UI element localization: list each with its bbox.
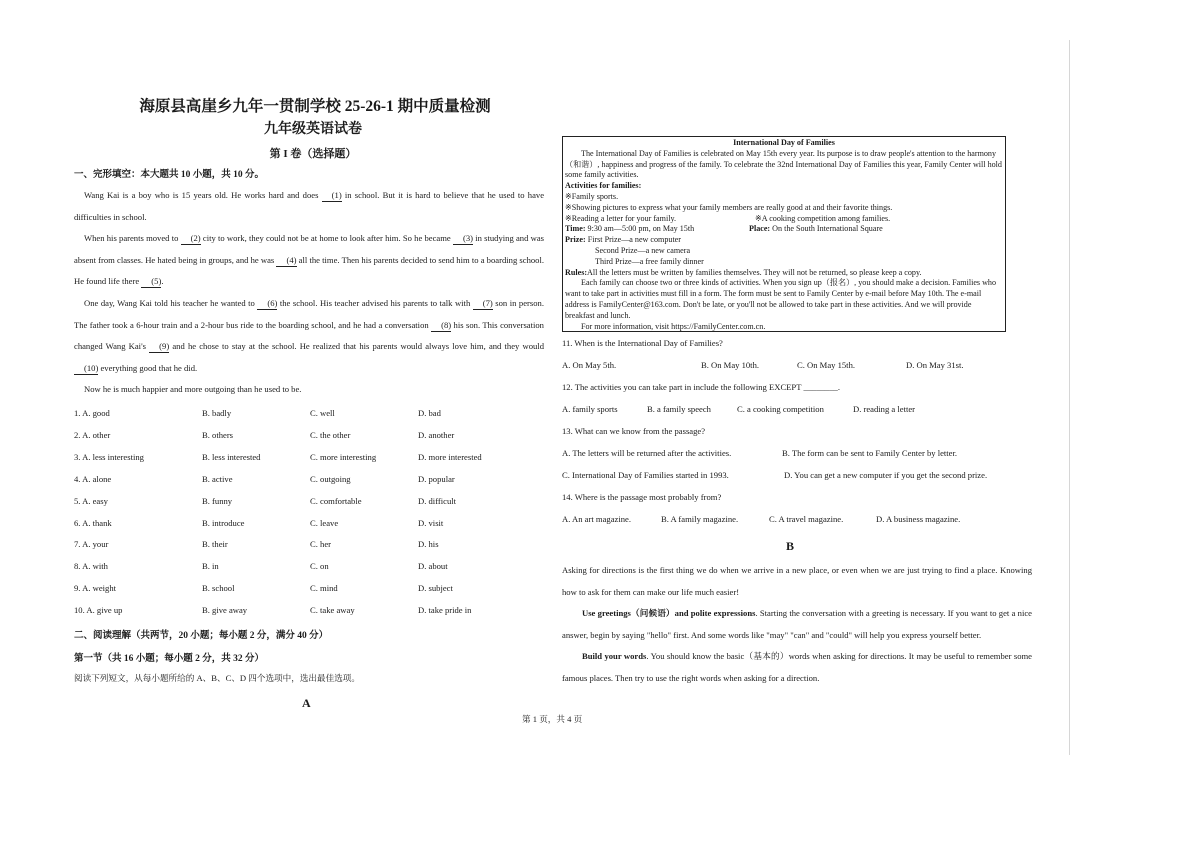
cloze-blank: (1): [322, 189, 342, 202]
cloze-blank: (9): [149, 340, 169, 353]
question-option[interactable]: A. family sports: [562, 404, 618, 414]
activities-heading: Activities for families:: [565, 181, 642, 191]
cloze-option[interactable]: B. funny: [202, 495, 233, 506]
question-option[interactable]: A. On May 5th.: [562, 360, 617, 370]
cloze-option[interactable]: 6. A. thank: [74, 517, 112, 528]
activity-item: ※Family sports.: [565, 191, 619, 201]
cloze-option[interactable]: D. about: [418, 561, 448, 572]
prize-third: Third Prize—a free family dinner: [595, 256, 704, 266]
reading-heading: 二、阅读理解（共两节，20 小题；每小题 2 分，满分 40 分）: [74, 631, 329, 641]
passage-b-bold-2: Build your words: [582, 651, 647, 662]
prize-label: Prize:: [565, 235, 586, 245]
notice-intro: The International Day of Families is celebrated on May 15th every year. Its purpose is to draw people's attention to the harmony（和谐）, happiness and progress of the family. To celebrate the 32nd International Day of Families this year, Family Center will hold some family activities.: [565, 148, 1002, 180]
cloze-option[interactable]: C. the other: [310, 429, 351, 440]
cloze-option[interactable]: D. bad: [418, 408, 441, 418]
cloze-blank: (5): [141, 275, 161, 288]
question-option[interactable]: B. On May 10th.: [701, 360, 760, 370]
cloze-option-row: [74, 408, 546, 422]
cloze-option[interactable]: B. introduce: [202, 517, 245, 528]
passage-b-bold-1: Use greetings（问候语）and polite expressions: [582, 608, 756, 619]
passage-b-text-2: . Starting the conversation with a greeting is necessary. If you want to get a nice answer, begin by saying "hello" first. And some words like "may" "can" and "could" will help you express yourself better.: [562, 608, 1032, 640]
cloze-option[interactable]: C. on: [310, 561, 329, 572]
cloze-option-row: [74, 605, 546, 619]
section1-heading: 第一节（共 16 小题；每小题 2 分，共 32 分）: [74, 654, 265, 664]
question-stem: 12. The activities you can take part in include the following EXCEPT ________.: [562, 382, 840, 392]
passage-b-text-3: . You should know the basic（基本的）words when asking for directions. It may be useful to remember some famous places. Then try to use the right words when asking for a direction.: [562, 651, 1033, 683]
cloze-option[interactable]: D. popular: [418, 473, 455, 484]
cloze-text-segment: Now he is much happier and more outgoing than he used to be.: [84, 384, 302, 395]
cloze-text-segment: in studying and was absent from classes. He hated being in groups, and he was: [74, 233, 545, 265]
cloze-paragraph: [74, 185, 544, 228]
cloze-option-row: [74, 561, 546, 575]
cloze-paragraph: [74, 293, 544, 379]
activity-item: ※A cooking competition among families.: [755, 213, 891, 223]
passage-b-label: B: [786, 539, 795, 553]
cloze-option[interactable]: C. leave: [310, 517, 339, 528]
cloze-option[interactable]: 7. A. your: [74, 539, 109, 550]
cloze-option[interactable]: D. subject: [418, 583, 453, 594]
cloze-paragraph: [74, 379, 544, 401]
cloze-option[interactable]: 5. A. easy: [74, 495, 108, 506]
cloze-option[interactable]: D. more interested: [418, 451, 482, 462]
cloze-text-segment: everything good that he did.: [98, 362, 198, 373]
cloze-option[interactable]: 1. A. good: [74, 408, 110, 418]
question-stem: 14. Where is the passage most probably from?: [562, 492, 722, 502]
cloze-option-row: [74, 539, 546, 553]
question-option[interactable]: C. a cooking competition: [737, 404, 824, 414]
cloze-option[interactable]: B. school: [202, 583, 235, 594]
cloze-option[interactable]: C. comfortable: [310, 495, 362, 506]
cloze-option[interactable]: D. difficult: [418, 495, 457, 506]
question-stem: 13. What can we know from the passage?: [562, 426, 706, 436]
cloze-text-segment: .: [161, 276, 164, 287]
cloze-text-segment: his son. This conversation changed Wang Kai's: [74, 319, 544, 352]
time-label: Time:: [565, 224, 586, 234]
page-edge-line: [1069, 40, 1070, 755]
cloze-text-segment: One day, Wang Kai told his teacher he wanted to: [84, 297, 258, 308]
question-option[interactable]: C. International Day of Families started in 1993.: [562, 470, 729, 480]
cloze-option[interactable]: 2. A. other: [74, 429, 111, 440]
cloze-text-segment: son in person. The father took a 6-hour train and a 2-hour bus ride to the boarding school, and he had a conversation: [74, 297, 544, 330]
cloze-option-row: [74, 496, 546, 510]
cloze-option[interactable]: 3. A. less interesting: [74, 451, 144, 462]
rules-text-2: Each family can choose two or three kinds of activities. When you sign up（报名）, you should make a decision. Families who want to take part in activities must fill in a form. The form must be sent to Family Center by e-mail before May 10th. The e-mail address is FamilyCenter@163.com. Don't be late, or you'll not be allowed to take part in these activities. And we will provide breakfast and lunch.: [565, 278, 997, 320]
cloze-blank: (3): [453, 232, 473, 245]
cloze-blank: (6): [257, 297, 277, 310]
passage-b-paragraph-1: Asking for directions is the first thing we do when we arrive in a new place, or even when we are just trying to find a place. Knowing how to ask for them can make our life much easier!: [562, 565, 1032, 597]
cloze-option[interactable]: C. take away: [310, 605, 355, 616]
cloze-option[interactable]: C. well: [310, 408, 335, 418]
cloze-option[interactable]: B. give away: [202, 605, 248, 616]
cloze-option-row: [74, 474, 546, 488]
rules-label: Rules:: [565, 267, 588, 277]
question-option[interactable]: D. A business magazine.: [876, 514, 961, 524]
cloze-text-segment: When his parents moved to: [84, 233, 181, 244]
more-info: For more information, visit https://FamilyCenter.com.cn.: [581, 321, 766, 331]
question-option[interactable]: A. The letters will be returned after the activities.: [562, 448, 732, 458]
prize-second: Second Prize—a new camera: [595, 245, 691, 255]
time-value: 9:30 am—5:00 pm, on May 15th: [585, 224, 695, 234]
cloze-option[interactable]: 10. A. give up: [74, 605, 123, 616]
cloze-option[interactable]: D. take pride in: [418, 605, 472, 616]
activity-item: ※Showing pictures to express what your family members are really good at and their favorite things.: [565, 202, 893, 212]
question-option[interactable]: C. On May 15th.: [797, 360, 856, 370]
cloze-blank: (10): [74, 362, 98, 375]
activity-item: ※Reading a letter for your family.: [565, 213, 676, 223]
cloze-option[interactable]: 9. A. weight: [74, 583, 117, 594]
cloze-heading: 一、完形填空：本大题共 10 小题，共 10 分。: [74, 170, 265, 180]
exam-subtitle: 九年级英语试卷: [264, 122, 362, 137]
cloze-option-row: [74, 452, 546, 466]
cloze-text-segment: Wang Kai is a boy who is 15 years old. He works hard and does: [84, 190, 322, 200]
cloze-blank: (7): [473, 297, 493, 310]
exam-title: 海原县高崖乡九年一贯制学校 25-26-1 期中质量检测: [139, 98, 491, 115]
cloze-text-segment: city to work, they could not be at home to look after him. So he became: [200, 233, 453, 244]
question-option[interactable]: C. A travel magazine.: [769, 514, 844, 524]
reading-instruction: 阅读下列短文，从每小题所给的 A、B、C、D 四个选项中，选出最佳选项。: [74, 673, 360, 683]
question-stem: 11. When is the International Day of Families?: [562, 338, 723, 348]
cloze-text-segment: all the time. Then his parents decided to send him to a boarding school. He found life there: [74, 254, 544, 287]
place-value: On the South International Square: [770, 224, 883, 234]
cloze-option[interactable]: B. active: [202, 473, 233, 484]
notice-box: [562, 136, 1006, 332]
question-option[interactable]: D. You can get a new computer if you get the second prize.: [784, 470, 988, 480]
part-label: 第 I 卷（选择题）: [269, 148, 357, 160]
cloze-blank: (2): [181, 232, 201, 245]
cloze-blank: (8): [431, 319, 451, 332]
rules-text-1: All the letters must be written by families themselves. They will not be returned, so please keep a copy.: [587, 267, 922, 277]
question-option[interactable]: B. A family magazine.: [661, 514, 739, 524]
passage-b: [562, 560, 1032, 690]
question-option[interactable]: B. a family speech: [647, 404, 711, 414]
cloze-text-segment: the school. His teacher advised his parents to talk with: [277, 297, 473, 308]
cloze-option[interactable]: D. visit: [418, 517, 444, 528]
cloze-option-row: [74, 583, 546, 597]
cloze-option[interactable]: C. her: [310, 539, 332, 550]
cloze-blank: (4): [276, 254, 296, 267]
cloze-text-segment: and he chose to stay at the school. He realized that his parents would always love him, and they would: [169, 341, 544, 352]
cloze-option[interactable]: 4. A. alone: [74, 473, 112, 484]
page-footer: 第 1 页，共 4 页: [522, 714, 583, 724]
question-option[interactable]: A. An art magazine.: [562, 514, 631, 524]
cloze-option[interactable]: B. others: [202, 429, 234, 440]
passage-a-label: A: [302, 696, 311, 710]
cloze-option[interactable]: B. badly: [202, 408, 232, 418]
cloze-option[interactable]: C. outgoing: [310, 473, 351, 484]
place-label: Place:: [749, 224, 771, 234]
cloze-option[interactable]: B. their: [202, 539, 228, 550]
cloze-option-row: [74, 518, 546, 532]
cloze-option[interactable]: C. more interesting: [310, 451, 377, 462]
question-option[interactable]: B. The form can be sent to Family Center by letter.: [782, 448, 958, 458]
cloze-option[interactable]: 8. A. with: [74, 561, 108, 572]
cloze-option[interactable]: D. another: [418, 429, 455, 440]
cloze-option[interactable]: C. mind: [310, 583, 338, 594]
cloze-option-row: [74, 430, 546, 444]
notice-title: International Day of Families: [733, 138, 835, 147]
cloze-text-segment: in school. But it is hard to believe that he used to have difficulties in school.: [74, 190, 545, 222]
prize-first: First Prize—a new computer: [585, 235, 681, 245]
cloze-option[interactable]: B. in: [202, 561, 219, 572]
cloze-option[interactable]: D. his: [418, 539, 439, 550]
cloze-paragraph: [74, 228, 544, 293]
question-option[interactable]: D. reading a letter: [853, 404, 916, 414]
question-option[interactable]: D. On May 31st.: [906, 360, 964, 370]
cloze-option[interactable]: B. less interested: [202, 451, 261, 462]
cloze-passage: [74, 185, 544, 401]
